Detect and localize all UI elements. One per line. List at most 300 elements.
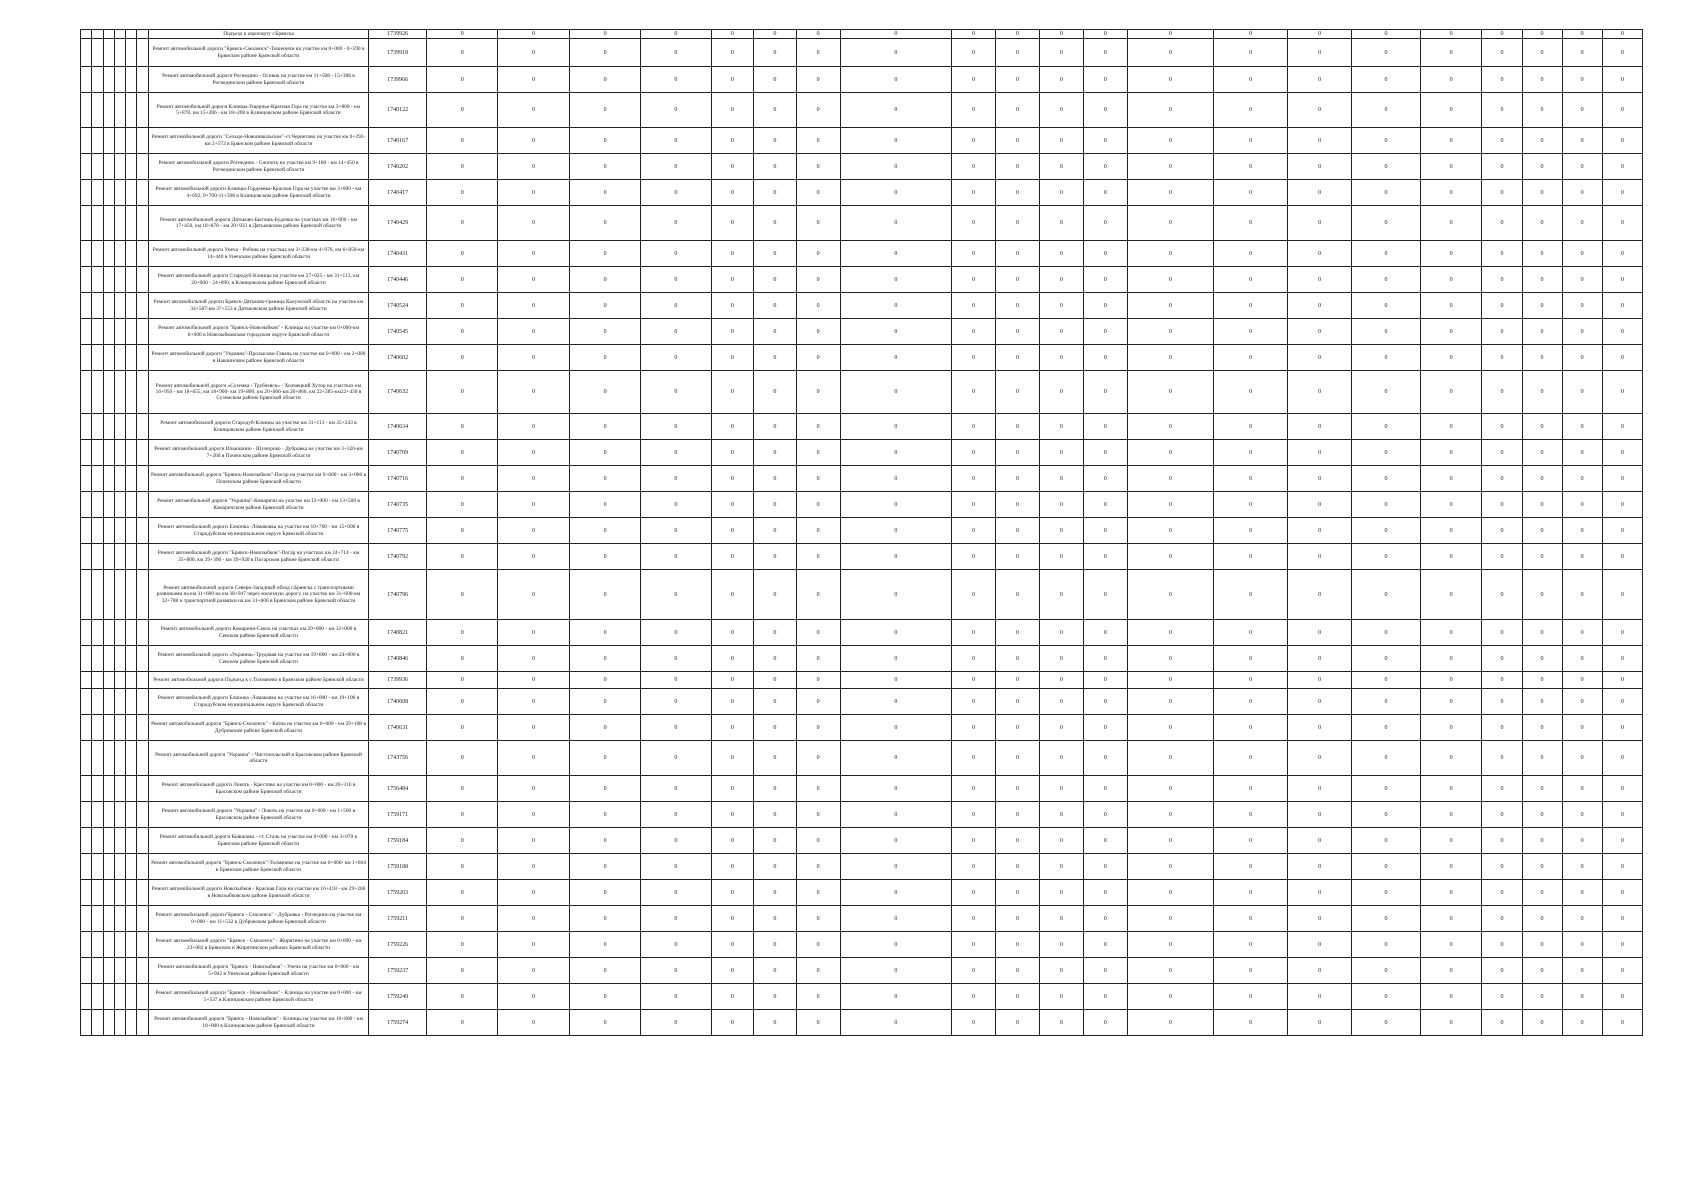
- value-cell: 0: [1083, 672, 1127, 689]
- index-cell: [92, 154, 103, 180]
- value-cell: 0: [1522, 854, 1562, 880]
- index-cell: [92, 689, 103, 715]
- value-cell: 0: [498, 39, 569, 67]
- value-cell: 0: [1083, 180, 1127, 206]
- value-cell: 0: [1039, 854, 1083, 880]
- value-cell: 0: [1127, 154, 1213, 180]
- object-code-cell: 1740821: [369, 620, 427, 646]
- table-row: [81, 880, 1643, 906]
- value-cell: 0: [569, 672, 640, 689]
- index-cell: [103, 67, 114, 93]
- value-cell: 0: [1420, 741, 1481, 776]
- value-cell: 0: [1288, 154, 1352, 180]
- index-cell: [92, 958, 103, 984]
- value-cell: 0: [1562, 1010, 1602, 1036]
- value-cell: 0: [1214, 1010, 1288, 1036]
- index-cell: [126, 440, 137, 466]
- value-cell: 0: [840, 984, 952, 1010]
- value-cell: 0: [1214, 620, 1288, 646]
- value-cell: 0: [569, 620, 640, 646]
- value-cell: 0: [1562, 67, 1602, 93]
- index-cell: [81, 440, 92, 466]
- value-cell: 0: [711, 466, 754, 492]
- value-cell: 0: [1214, 776, 1288, 802]
- value-cell: 0: [711, 958, 754, 984]
- value-cell: 0: [1127, 93, 1213, 128]
- value-cell: 0: [641, 466, 711, 492]
- value-cell: 0: [711, 180, 754, 206]
- object-code-cell: 1740792: [369, 544, 427, 570]
- table-row: [81, 828, 1643, 854]
- value-cell: 0: [840, 672, 952, 689]
- value-cell: 0: [754, 518, 797, 544]
- value-cell: 0: [996, 154, 1040, 180]
- value-cell: 0: [1083, 267, 1127, 293]
- object-name-cell: Ремонт автомобильной дороги Клинцы-Ущерпье-Красная Гора на участке км 3+800 - км 5+878, км 15+286 - км 18+208 в Клинцовском районе Брянской области: [148, 93, 369, 128]
- index-cell: [103, 958, 114, 984]
- object-name-cell: Ремонт автомобильной дороги Новозыбков - Красная Гора на участке км 16+418 - км 29+266 в Новозыбковском районе Брянской области: [148, 880, 369, 906]
- table-row: [81, 345, 1643, 371]
- index-cell: [92, 570, 103, 620]
- value-cell: 0: [796, 93, 840, 128]
- value-cell: 0: [498, 128, 569, 154]
- value-cell: 0: [1127, 854, 1213, 880]
- index-cell: [114, 440, 125, 466]
- value-cell: 0: [1482, 67, 1522, 93]
- value-cell: 0: [840, 267, 952, 293]
- value-cell: 0: [1288, 206, 1352, 241]
- index-cell: [114, 241, 125, 267]
- value-cell: 0: [796, 371, 840, 414]
- value-cell: 0: [1352, 371, 1421, 414]
- value-cell: 0: [1039, 319, 1083, 345]
- object-code-cell: 1740634: [369, 414, 427, 440]
- index-cell: [137, 828, 148, 854]
- index-cell: [81, 854, 92, 880]
- value-cell: 0: [1602, 984, 1642, 1010]
- object-name-cell: Ремонт автомобильной дороги "Брянск-Новозыбков"-Погар на участках км 24+714 - км 25+800, км 39+396 - км 39+928 в Погарском районе Брянской области: [148, 544, 369, 570]
- object-code-cell: 1740716: [369, 466, 427, 492]
- value-cell: 0: [996, 958, 1040, 984]
- index-cell: [137, 440, 148, 466]
- object-name-cell: Ремонт автомобильной дороги "Брянск-Смоленск" - Катна на участке км 0+000 - км 29+108 в Дубровском районе Брянской области: [148, 715, 369, 741]
- value-cell: 0: [996, 30, 1040, 39]
- index-cell: [126, 620, 137, 646]
- index-cell: [92, 67, 103, 93]
- index-cell: [92, 544, 103, 570]
- value-cell: 0: [796, 414, 840, 440]
- value-cell: 0: [1562, 689, 1602, 715]
- value-cell: 0: [754, 93, 797, 128]
- value-cell: 0: [1039, 293, 1083, 319]
- object-name-cell: Ремонт автомобильной дороги Елионка -Ломаковка на участке км 16+000 - км 19+100 в Стародубском муниципальном округе Брянской области: [148, 689, 369, 715]
- value-cell: 0: [754, 345, 797, 371]
- value-cell: 0: [1602, 1010, 1642, 1036]
- value-cell: 0: [426, 293, 497, 319]
- value-cell: 0: [754, 1010, 797, 1036]
- index-cell: [92, 776, 103, 802]
- index-cell: [137, 854, 148, 880]
- value-cell: 0: [754, 715, 797, 741]
- index-cell: [103, 689, 114, 715]
- value-cell: 0: [1127, 932, 1213, 958]
- value-cell: 0: [1083, 319, 1127, 345]
- value-cell: 0: [1127, 180, 1213, 206]
- table-row: [81, 128, 1643, 154]
- value-cell: 0: [1288, 293, 1352, 319]
- value-cell: 0: [1039, 39, 1083, 67]
- index-cell: [81, 128, 92, 154]
- value-cell: 0: [1214, 206, 1288, 241]
- index-cell: [137, 180, 148, 206]
- index-cell: [114, 319, 125, 345]
- index-cell: [81, 180, 92, 206]
- value-cell: 0: [1420, 958, 1481, 984]
- table-row: [81, 854, 1643, 880]
- value-cell: 0: [1420, 440, 1481, 466]
- value-cell: 0: [1352, 293, 1421, 319]
- index-cell: [126, 880, 137, 906]
- value-cell: 0: [1420, 518, 1481, 544]
- value-cell: 0: [754, 689, 797, 715]
- value-cell: 0: [1214, 689, 1288, 715]
- object-code-cell: 1739966: [369, 67, 427, 93]
- value-cell: 0: [952, 620, 996, 646]
- value-cell: 0: [1288, 570, 1352, 620]
- value-cell: 0: [996, 828, 1040, 854]
- value-cell: 0: [1482, 492, 1522, 518]
- value-cell: 0: [1602, 180, 1642, 206]
- object-name-cell: Ремонт автомобильной дороги «Суземка - Трубчевск» - Холмецкий Хутор на участках км 16+950 - км 18+655, км 18+900- км 19+800, км 20+066-км 20+866, км 22+285-км22+430 в Суземском районе Брянской области: [148, 371, 369, 414]
- value-cell: 0: [796, 440, 840, 466]
- value-cell: 0: [641, 93, 711, 128]
- index-cell: [137, 267, 148, 293]
- index-cell: [92, 715, 103, 741]
- object-name-cell: Ремонт автомобильной дороги Рогнедино - Осовик на участке км 11+508 - 15+308 в Рогнединском районе Брянской области: [148, 67, 369, 93]
- value-cell: 0: [996, 880, 1040, 906]
- object-code-cell: 1759188: [369, 854, 427, 880]
- value-cell: 0: [1562, 267, 1602, 293]
- value-cell: 0: [569, 880, 640, 906]
- value-cell: 0: [1288, 828, 1352, 854]
- value-cell: 0: [1522, 241, 1562, 267]
- index-cell: [81, 414, 92, 440]
- value-cell: 0: [1562, 854, 1602, 880]
- value-cell: 0: [1039, 776, 1083, 802]
- index-cell: [103, 828, 114, 854]
- value-cell: 0: [1214, 414, 1288, 440]
- index-cell: [92, 414, 103, 440]
- value-cell: 0: [1127, 371, 1213, 414]
- value-cell: 0: [1522, 30, 1562, 39]
- index-cell: [137, 958, 148, 984]
- value-cell: 0: [569, 293, 640, 319]
- index-cell: [126, 544, 137, 570]
- value-cell: 0: [1352, 1010, 1421, 1036]
- value-cell: 0: [1039, 544, 1083, 570]
- value-cell: 0: [952, 67, 996, 93]
- value-cell: 0: [1522, 646, 1562, 672]
- value-cell: 0: [498, 776, 569, 802]
- value-cell: 0: [641, 241, 711, 267]
- value-cell: 0: [1562, 741, 1602, 776]
- value-cell: 0: [711, 932, 754, 958]
- value-cell: 0: [1083, 854, 1127, 880]
- value-cell: 0: [796, 293, 840, 319]
- value-cell: 0: [1352, 39, 1421, 67]
- value-cell: 0: [1214, 128, 1288, 154]
- value-cell: 0: [1039, 570, 1083, 620]
- index-cell: [114, 293, 125, 319]
- value-cell: 0: [426, 39, 497, 67]
- value-cell: 0: [796, 828, 840, 854]
- index-cell: [137, 154, 148, 180]
- index-cell: [103, 776, 114, 802]
- value-cell: 0: [952, 958, 996, 984]
- value-cell: 0: [1352, 620, 1421, 646]
- value-cell: 0: [840, 128, 952, 154]
- value-cell: 0: [796, 241, 840, 267]
- value-cell: 0: [1214, 646, 1288, 672]
- value-cell: 0: [498, 880, 569, 906]
- value-cell: 0: [641, 492, 711, 518]
- index-cell: [137, 715, 148, 741]
- value-cell: 0: [569, 154, 640, 180]
- table-row: [81, 293, 1643, 319]
- value-cell: 0: [1562, 93, 1602, 128]
- value-cell: 0: [1214, 958, 1288, 984]
- index-cell: [137, 518, 148, 544]
- value-cell: 0: [711, 544, 754, 570]
- value-cell: 0: [754, 440, 797, 466]
- index-cell: [103, 154, 114, 180]
- index-cell: [103, 741, 114, 776]
- value-cell: 0: [1083, 715, 1127, 741]
- index-cell: [137, 646, 148, 672]
- index-cell: [126, 267, 137, 293]
- object-code-cell: 1740796: [369, 570, 427, 620]
- value-cell: 0: [1352, 154, 1421, 180]
- value-cell: 0: [996, 466, 1040, 492]
- value-cell: 0: [1482, 646, 1522, 672]
- value-cell: 0: [1522, 715, 1562, 741]
- value-cell: 0: [711, 984, 754, 1010]
- index-cell: [103, 180, 114, 206]
- value-cell: 0: [569, 345, 640, 371]
- value-cell: 0: [1562, 672, 1602, 689]
- value-cell: 0: [1083, 39, 1127, 67]
- value-cell: 0: [952, 414, 996, 440]
- value-cell: 0: [641, 1010, 711, 1036]
- value-cell: 0: [711, 30, 754, 39]
- index-cell: [92, 906, 103, 932]
- table-row: [81, 570, 1643, 620]
- value-cell: 0: [1083, 932, 1127, 958]
- value-cell: 0: [996, 180, 1040, 206]
- value-cell: 0: [754, 741, 797, 776]
- value-cell: 0: [1214, 715, 1288, 741]
- value-cell: 0: [1602, 715, 1642, 741]
- value-cell: 0: [996, 293, 1040, 319]
- value-cell: 0: [952, 932, 996, 958]
- value-cell: 0: [1602, 672, 1642, 689]
- value-cell: 0: [840, 371, 952, 414]
- object-name-cell: Ремонт автомобильной дороги Комаричи-Севск на участках км 29+000 - км 32+000 в Севском районе Брянской области: [148, 620, 369, 646]
- value-cell: 0: [1482, 932, 1522, 958]
- value-cell: 0: [711, 828, 754, 854]
- value-cell: 0: [1352, 828, 1421, 854]
- value-cell: 0: [1039, 802, 1083, 828]
- value-cell: 0: [569, 854, 640, 880]
- value-cell: 0: [569, 93, 640, 128]
- value-cell: 0: [952, 345, 996, 371]
- value-cell: 0: [1522, 741, 1562, 776]
- object-name-cell: Ремонт автомобильной дороги Дятьково-Бытошь-Будочка на участках км 16+000 - км 17+450, км 18+878 - км 20+933 в Дятьковском районе Брянской области: [148, 206, 369, 241]
- value-cell: 0: [641, 689, 711, 715]
- object-code-cell: 1740631: [369, 715, 427, 741]
- value-cell: 0: [1352, 715, 1421, 741]
- value-cell: 0: [1522, 93, 1562, 128]
- object-name-cell: Ремонт автомобильной дороги "Брянск-Смоленск"-Толмачево на участке км 0+000- км 1+664 в Брянском районе Брянской области: [148, 854, 369, 880]
- value-cell: 0: [754, 154, 797, 180]
- index-cell: [114, 30, 125, 39]
- value-cell: 0: [498, 492, 569, 518]
- value-cell: 0: [996, 345, 1040, 371]
- object-name-cell: Ремонт автомобильной дороги "Брянск - Новозыбков" - Клинцы на участке км 10+800 - км 18+000 в Клинцовском районе Брянской области: [148, 1010, 369, 1036]
- value-cell: 0: [711, 267, 754, 293]
- value-cell: 0: [711, 93, 754, 128]
- table-row: [81, 741, 1643, 776]
- value-cell: 0: [952, 689, 996, 715]
- value-cell: 0: [1602, 371, 1642, 414]
- value-cell: 0: [569, 802, 640, 828]
- object-code-cell: 1740429: [369, 206, 427, 241]
- value-cell: 0: [1083, 93, 1127, 128]
- value-cell: 0: [996, 776, 1040, 802]
- value-cell: 0: [1420, 180, 1481, 206]
- table-row: [81, 39, 1643, 67]
- value-cell: 0: [996, 570, 1040, 620]
- index-cell: [126, 492, 137, 518]
- value-cell: 0: [840, 30, 952, 39]
- value-cell: 0: [1288, 802, 1352, 828]
- index-cell: [126, 319, 137, 345]
- object-code-cell: 1740524: [369, 293, 427, 319]
- object-name-cell: Ремонт автомобильной дороги "Украина" - Локоть на участке км 0+000 - км 1+500 в Брасовском районе Брянской области: [148, 802, 369, 828]
- value-cell: 0: [1482, 241, 1522, 267]
- index-cell: [81, 570, 92, 620]
- index-cell: [81, 958, 92, 984]
- index-cell: [137, 466, 148, 492]
- value-cell: 0: [796, 672, 840, 689]
- value-cell: 0: [996, 39, 1040, 67]
- value-cell: 0: [840, 741, 952, 776]
- value-cell: 0: [754, 128, 797, 154]
- value-cell: 0: [1420, 828, 1481, 854]
- index-cell: [81, 741, 92, 776]
- index-cell: [81, 93, 92, 128]
- index-cell: [114, 128, 125, 154]
- value-cell: 0: [641, 880, 711, 906]
- index-cell: [126, 715, 137, 741]
- value-cell: 0: [1083, 518, 1127, 544]
- value-cell: 0: [1420, 492, 1481, 518]
- value-cell: 0: [1562, 128, 1602, 154]
- value-cell: 0: [1288, 1010, 1352, 1036]
- index-cell: [137, 206, 148, 241]
- value-cell: 0: [1602, 466, 1642, 492]
- value-cell: 0: [711, 1010, 754, 1036]
- value-cell: 0: [569, 67, 640, 93]
- value-cell: 0: [952, 570, 996, 620]
- value-cell: 0: [1602, 932, 1642, 958]
- value-cell: 0: [1039, 880, 1083, 906]
- value-cell: 0: [1562, 518, 1602, 544]
- value-cell: 0: [569, 414, 640, 440]
- value-cell: 0: [711, 570, 754, 620]
- index-cell: [114, 1010, 125, 1036]
- value-cell: 0: [498, 620, 569, 646]
- value-cell: 0: [1127, 30, 1213, 39]
- value-cell: 0: [1039, 93, 1083, 128]
- index-cell: [137, 776, 148, 802]
- index-cell: [81, 802, 92, 828]
- value-cell: 0: [796, 689, 840, 715]
- value-cell: 0: [796, 932, 840, 958]
- index-cell: [114, 518, 125, 544]
- index-cell: [92, 466, 103, 492]
- value-cell: 0: [1522, 67, 1562, 93]
- value-cell: 0: [498, 180, 569, 206]
- table-row: [81, 371, 1643, 414]
- value-cell: 0: [1214, 466, 1288, 492]
- value-cell: 0: [1602, 345, 1642, 371]
- index-cell: [126, 180, 137, 206]
- table-row: [81, 715, 1643, 741]
- value-cell: 0: [840, 958, 952, 984]
- value-cell: 0: [1522, 802, 1562, 828]
- value-cell: 0: [641, 345, 711, 371]
- value-cell: 0: [498, 267, 569, 293]
- value-cell: 0: [498, 93, 569, 128]
- value-cell: 0: [711, 646, 754, 672]
- index-cell: [81, 206, 92, 241]
- value-cell: 0: [1522, 293, 1562, 319]
- value-cell: 0: [498, 241, 569, 267]
- value-cell: 0: [1352, 802, 1421, 828]
- value-cell: 0: [426, 880, 497, 906]
- value-cell: 0: [1127, 880, 1213, 906]
- value-cell: 0: [498, 440, 569, 466]
- value-cell: 0: [1352, 30, 1421, 39]
- value-cell: 0: [1602, 241, 1642, 267]
- value-cell: 0: [1352, 854, 1421, 880]
- value-cell: 0: [754, 39, 797, 67]
- object-name-cell: Ремонт автомобильной дороги Подъезд к с.Толмачево в Брянском районе Брянской области: [148, 672, 369, 689]
- value-cell: 0: [840, 715, 952, 741]
- value-cell: 0: [996, 689, 1040, 715]
- value-cell: 0: [711, 492, 754, 518]
- value-cell: 0: [754, 67, 797, 93]
- value-cell: 0: [796, 466, 840, 492]
- index-cell: [103, 466, 114, 492]
- object-name-cell: Ремонт автомобильной дороги «Украина»-Трудовая на участке км 19+800 - км 24+800 в Севском районе Брянской области: [148, 646, 369, 672]
- value-cell: 0: [952, 39, 996, 67]
- value-cell: 0: [1039, 128, 1083, 154]
- value-cell: 0: [1127, 741, 1213, 776]
- value-cell: 0: [796, 180, 840, 206]
- value-cell: 0: [1083, 241, 1127, 267]
